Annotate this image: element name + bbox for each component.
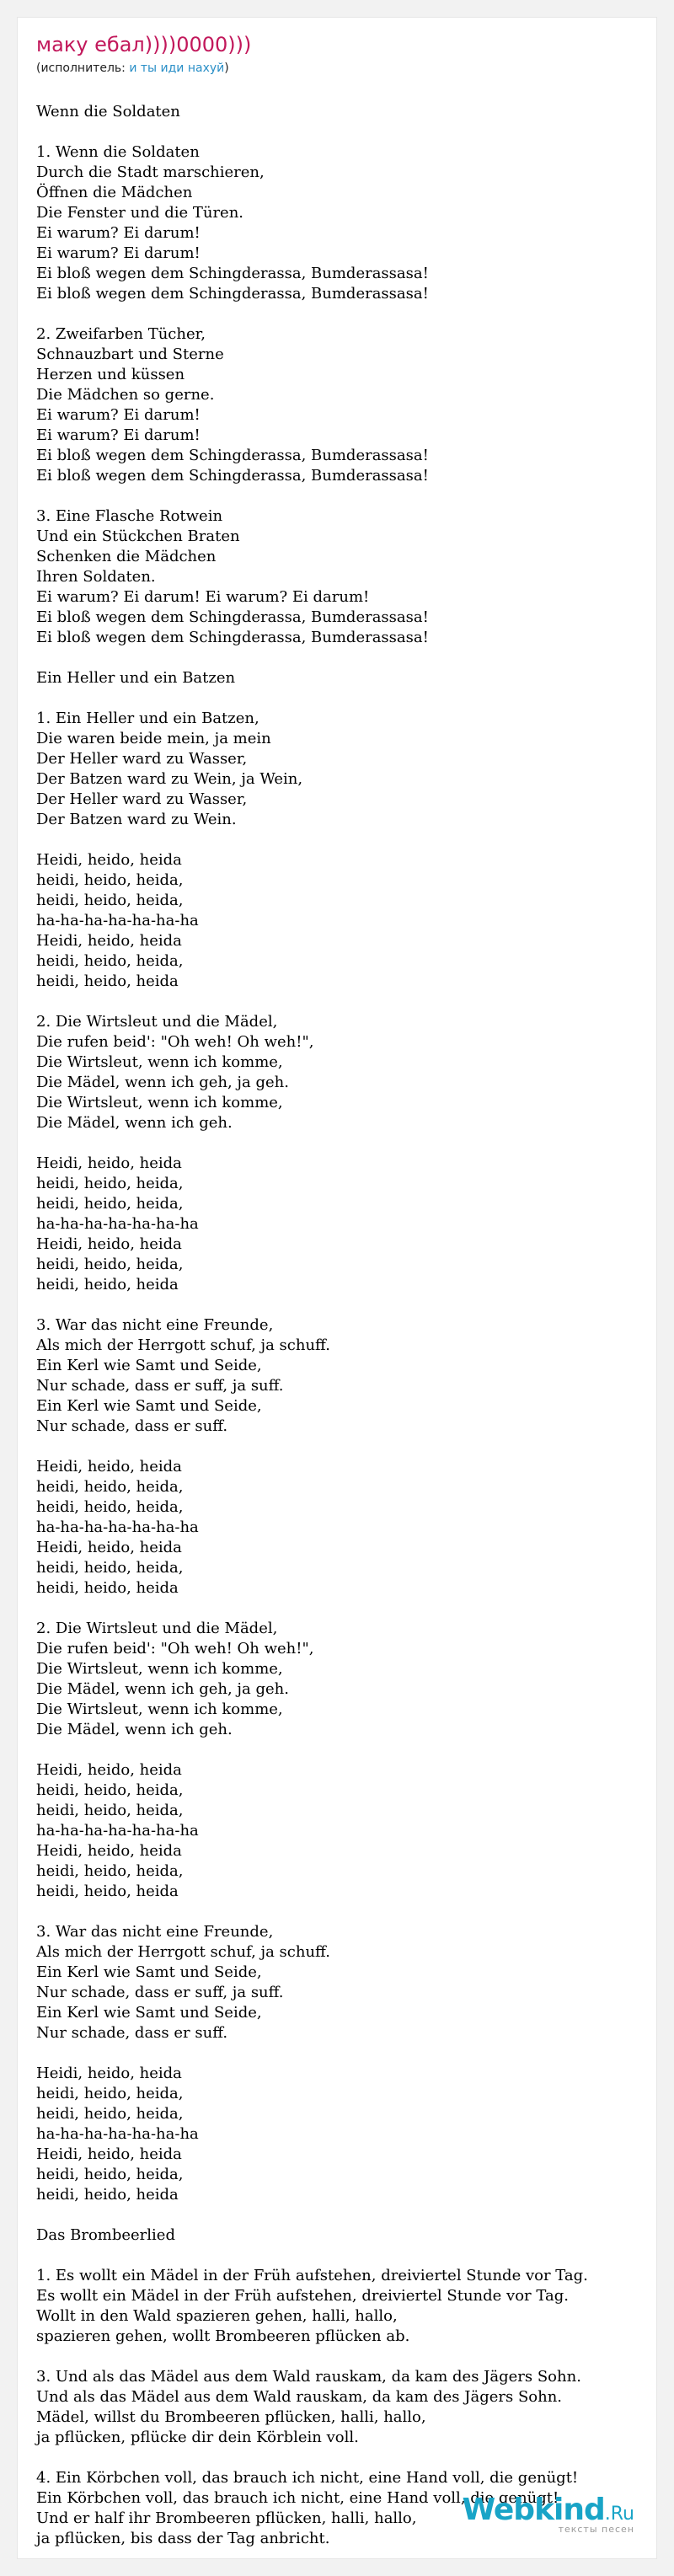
lyrics-text: Wenn die Soldaten 1. Wenn die Soldaten Durch die Stadt marschieren, Öffnen die Mädchen Die Fenster und die Türen. Ei warum? Ei darum! Ei warum? Ei darum! Ei bloß wegen dem Schingderassa, Bumderassasa! Ei bloß wegen dem Schingderassa, Bumderassasa! 2. Zweifarben Tücher, Schnauzbart und Sterne Herzen und küssen Die Mädchen so gerne. Ei warum? Ei darum! Ei warum? Ei darum! Ei bloß wegen dem Schingderassa, Bumderassasa! Ei bloß wegen dem Schingderassa, Bumderassasa! 3. Eine Flasche Rotwein Und ein Stückchen Braten Schenken die Mädchen Ihren Soldaten. Ei warum? Ei darum! Ei warum? Ei darum! Ei bloß wegen dem Schingderassa, Bumderassasa! Ei bloß wegen dem Schingderassa, Bumderassasa! Ein Heller und ein Batzen 1. Ein Heller und ein Batzen, Die waren beide mein, ja mein Der Heller ward zu Wasser, Der Batzen ward zu Wein, ja Wein, Der Heller ward zu Wasser, Der Batzen ward zu Wein. Heidi, heido, heida heidi, heido, heida, heidi, heido, heida, ha-ha-ha-ha-ha-ha-ha Heidi, heido, heida heidi, heido, heida, heidi, heido, heida 2. Die Wirtsleut und die Mädel, Die rufen beid': "Oh weh! Oh weh!", Die Wirtsleut, wenn ich komme, Die Mädel, wenn ich geh, ja geh. Die Wirtsleut, wenn ich komme, Die Mädel, wenn ich geh. Heidi, heido, heida heidi, heido, heida, heidi, heido, heida, ha-ha-ha-ha-ha-ha-ha Heidi, heido, heida heidi, heido, heida, heidi, heido, heida 3. War das nicht eine Freunde, Als mich der Herrgott schuf, ja schuff. Ein Kerl wie Samt und Seide, Nur schade, dass er suff, ja suff. Ein Kerl wie Samt und Seide, Nur schade, dass er suff. Heidi, heido, heida heidi, heido, heida, heidi, heido, heida, ha-ha-ha-ha-ha-ha-ha Heidi, heido, heida heidi, heido, heida, heidi, heido, heida 2. Die Wirtsleut und die Mädel, Die rufen beid': "Oh weh! Oh weh!", Die Wirtsleut, wenn ich komme, Die Mädel, wenn ich geh, ja geh. Die Wirtsleut, wenn ich komme, Die Mädel, wenn ich geh. Heidi, heido, heida heidi, heido, heida, heidi, heido, heida, ha-ha-ha-ha-ha-ha-ha Heidi, heido, heida heidi, heido, heida, heidi, heido, heida 3. War das nicht eine Freunde, Als mich der Herrgott schuf, ja schuff. Ein Kerl wie Samt und Seide, Nur schade, dass er suff, ja suff. Ein Kerl wie Samt und Seide, Nur schade, dass er suff. Heidi, heido, heida heidi, heido, heida, heidi, heido, heida, ha-ha-ha-ha-ha-ha-ha Heidi, heido, heida heidi, heido, heida, heidi, heido, heida Das Brombeerlied 1. Es wollt ein Mädel in der Früh aufstehen, dreiviertel Stunde vor Tag. Es wollt ein Mädel in der Früh aufstehen, dreiviertel Stunde vor Tag. Wollt in den Wald spazieren gehen, halli, hallo, spazieren gehen, wollt Brombeeren pflücken ab. 3. Und als das Mädel aus dem Wald rauskam, da kam des Jägers Sohn. Und als das Mädel aus dem Wald rauskam, da kam des Jägers Sohn. Mädel, willst du Brombeeren pflücken, halli, hallo, ja pflücken, pflücke dir dein Körblein voll. 4. Ein Körbchen voll, das brauch ich nicht, eine Hand voll, die genügt! Ein Körbchen voll, das brauch ich nicht, eine Hand voll, die genügt! Und er half ihr Brombeeren pflücken, halli, hallo, ja pflücken, bis dass der Tag anbricht. <box>36 103 588 2547</box>
logo-tagline: тексты песен <box>558 2524 634 2535</box>
lyrics-page <box>17 17 657 2559</box>
byline-suffix: ) <box>224 62 229 75</box>
song-title: маку ебал))))0000))) <box>36 33 252 56</box>
logo-tld: .Ru <box>604 2504 634 2525</box>
byline-prefix: (исполнитель: <box>36 62 130 75</box>
logo-brand: Webkind <box>462 2493 605 2527</box>
artist-link[interactable]: и ты иди нахуй <box>129 62 225 75</box>
artist-byline <box>36 62 229 75</box>
site-logo[interactable] <box>462 2493 634 2535</box>
